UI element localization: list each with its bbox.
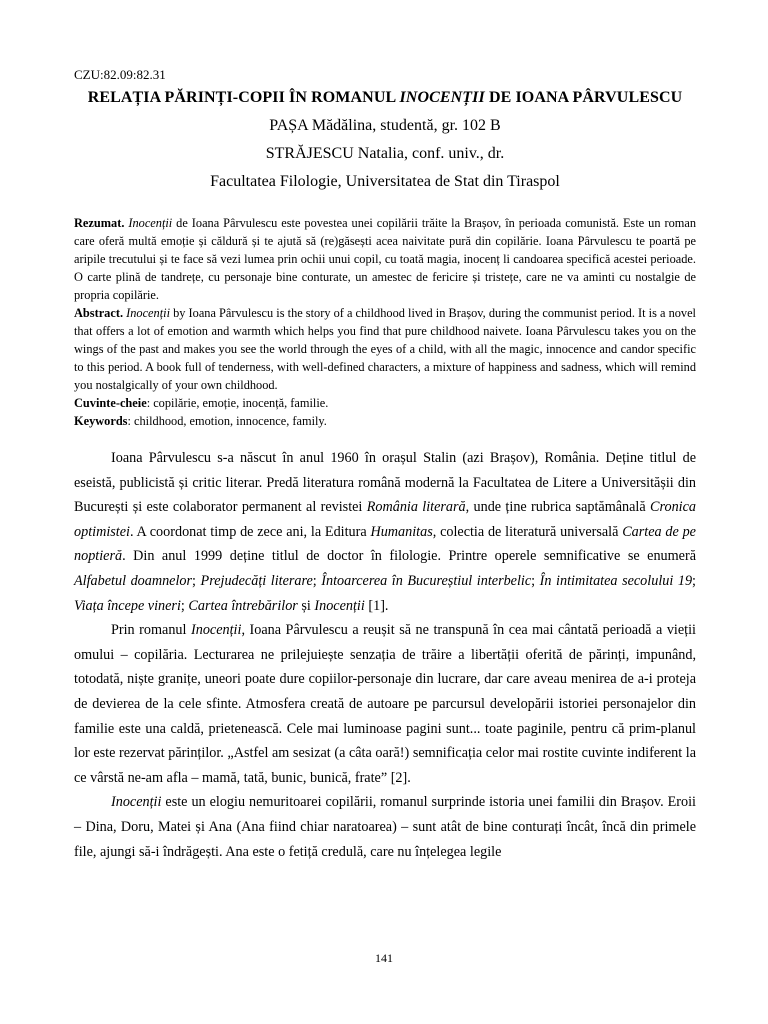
- keywords-label: Keywords: [74, 414, 128, 428]
- cuvinte-cheie-label: Cuvinte-cheie: [74, 396, 147, 410]
- body-paragraph-3: Inocenții este un elogiu nemuritoarei copilării, romanul surprinde istoria unei familii din Brașov. Eroii – Dina, Doru, Matei și Ana (Ana fiind chiar naratoarea) – sunt atât de bine conturați încât, încă din primele file, ajungi să-i îndrăgești. Ana este o fetiță credulă, care nu înțelegea legile: [74, 794, 696, 860]
- abstract-title: Inocenții: [126, 306, 170, 320]
- abstract-text: by Ioana Pârvulescu is the story of a childhood lived in Brașov, during the communist period. It is a novel that offers a lot of emotion and warmth which helps you find that pure childhood naivete. Ioana Pârvulescu takes you on the wings of the past and makes you see the world through the eyes of a child, with all the magic, innocence and candor specific to this period. A book full of tenderness, with well-defined characters, a mixture of happiness and sadness, which will remind you nostalgically of your own childhood.: [74, 306, 696, 392]
- abstract-label: Abstract: [74, 306, 120, 320]
- rezumat-title: Inocenții: [128, 216, 173, 230]
- body-paragraph-1: Ioana Pârvulescu s-a născut în anul 1960 în orașul Stalin (azi Brașov), România. Deține titlul de eseistă, publicistă și critic literar. Predă literatura română modernă la Facultatea de Litere a Universitășii din București și este colaborator permanent al revistei România literară, unde ține rubrica saptămânală Cronica optimistei. A coordonat timp de zece ani, la Editura Humanitas, colectia de literatură universală Cartea de pe noptieră. Din anul 1999 deține titlul de doctor în filologie. Printre operele semnificative se enumeră Alfabetul doamnelor; Prejudecăți literare; Întoarcerea în Bucureștiul interbelic; În intimitatea secolului 19; Viața începe vineri; Cartea întrebărilor și Inocenții [1].: [74, 450, 696, 614]
- affiliation: Facultatea Filologie, Universitatea de Stat din Tiraspol: [210, 173, 560, 190]
- article-page: [74, 66, 696, 864]
- rezumat-text: de Ioana Pârvulescu este povestea unei copilării trăite la Brașov, în perioada comunistă. Este un roman care oferă multă emoție și căldură și te ajută să (re)găsești acea naivitate pură din copilărie. Ioana Pârvulescu te poartă pe aripile trecutului și te face să vezi lumea prin ochii unui copil, cu toată magia, inocenț li candoarea specifică acestei perioade. O carte plină de tandrețe, cu personaje bine conturate, un amestec de fericire și tristețe, care ne va aminti cu nostalgie de propria copilărie.: [74, 216, 697, 302]
- abstract-section: [74, 214, 696, 430]
- article-body: [74, 446, 696, 864]
- author-1: PAȘA Mădălina, studentă, gr. 102 B: [269, 117, 501, 134]
- keywords-text: : childhood, emotion, innocence, family.: [127, 414, 327, 428]
- title-part-1: RELAȚIA PĂRINȚI-COPII ÎN ROMANUL: [87, 89, 400, 106]
- body-paragraph-2: Prin romanul Inocenții, Ioana Pârvulescu a reușit să ne transpună în cea mai cântată perioadă a vieții omului – copilăria. Lecturarea ne prilejuiește senzația de trăire a libertății oferită de părinți, impunând, totodată, niște granițe, uneori poate dure copiilor-personaje din lucrare, dar care aveau menirea de a-i proteja de devierea de la cele sfinte. Atmosfera creată de autoare pe parcursul developării istoriei personajelor din familie este una caldă, prietenească. Cele mai luminoase pagini sunt... toate paginile, pentru că prim-planul lor este rezervat părinților. „Astfel am sesizat (a câta oară!) semnificația celor mai rostite cuvinte indiferent la ce vârstă ne-am afla – mamă, tată, bunic, bunică, frate” [2].: [74, 622, 696, 786]
- rezumat-paragraph: Rezumat. Inocenții de Ioana Pârvulescu este povestea unei copilării trăite la Brașov, în perioada comunistă. Este un roman care oferă multă emoție și căldură și te ajută să (re)găsești acea naivitate pură din copilărie. Ioana Pârvulescu te poartă pe aripile trecutului și te face să vezi lumea prin ochii unui copil, cu toată magia, inocenț li candoarea specifică acestei perioade. O carte plină de tandrețe, cu personaje bine conturate, un amestec de fericire și tristețe, care ne va aminti cu nostalgie de propria copilărie.: [74, 216, 697, 302]
- abstract-paragraph: Abstract. Inocenții by Ioana Pârvulescu is the story of a childhood lived in Brașov, during the communist period. It is a novel that offers a lot of emotion and warmth which helps you find that pure childhood naivete. Ioana Pârvulescu takes you on the wings of the past and makes you see the world through the eyes of a child, with all the magic, innocence and candor specific to this period. A book full of tenderness, with well-defined characters, a mixture of happiness and sadness, which will remind you nostalgically of your own childhood.: [74, 306, 696, 392]
- keywords-line: [74, 412, 696, 430]
- cuvinte-cheie-line: [74, 394, 696, 412]
- author-2: STRĂJESCU Natalia, conf. univ., dr.: [265, 145, 505, 162]
- page-number: 141: [375, 951, 393, 965]
- rezumat-label: Rezumat: [74, 216, 122, 230]
- title-part-2: DE IOANA PÂRVULESCU: [484, 89, 683, 106]
- article-title: [74, 84, 696, 111]
- czu-code: CZU:82.09:82.31: [74, 67, 166, 82]
- cuvinte-cheie-text: : copilărie, emoție, inocență, familie.: [146, 396, 329, 410]
- title-novel-name: INOCENȚII: [399, 89, 485, 106]
